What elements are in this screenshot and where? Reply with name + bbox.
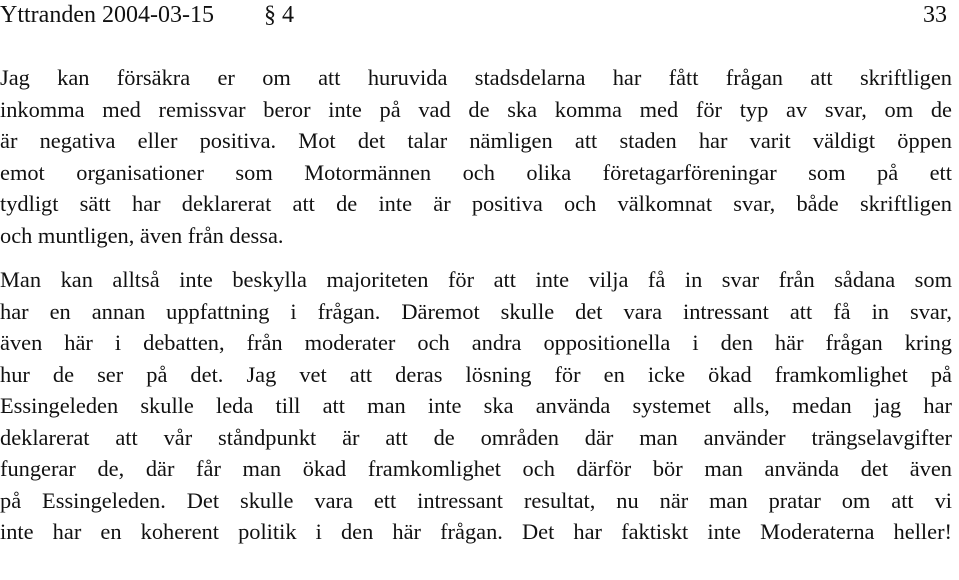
text-line: har en annan uppfattning i frågan. Däremot skulle det vara intressant att få in svar, <box>0 298 952 324</box>
text-line: Jag kan försäkra er om att huruvida stadsdelarna har fått frågan att skriftligen <box>0 65 952 90</box>
paragraph <box>0 62 952 251</box>
page-header <box>0 0 959 36</box>
text-line: tydligt sätt har deklarerat att de inte är positiva och välkomnat svar, både skriftligen <box>0 191 952 216</box>
text-line: Man kan alltså inte beskylla majoriteten för att inte vilja få in svar från sådana som <box>0 267 952 292</box>
text-line: även här i debatten, från moderater och andra oppositionella i den här frågan kring <box>0 330 952 355</box>
header-date: Yttranden 2004-03-15 <box>0 2 214 28</box>
text-line: deklarerat att vår ståndpunkt är att de områden där man använder trängselavgifter <box>0 424 952 450</box>
text-line: fungerar de, där får man ökad framkomlighet och därför bör man använda det även <box>0 456 952 481</box>
text-line: hur de ser på det. Jag vet att deras lösning för en icke ökad framkomlighet på <box>0 361 952 387</box>
text-line: är negativa eller positiva. Mot det talar nämligen att staden har varit väldigt öppen <box>0 128 952 153</box>
text-line: och muntligen, även från dessa. <box>0 222 284 248</box>
document-body <box>0 62 952 548</box>
paragraph <box>0 264 952 548</box>
header-section: § 4 <box>264 2 294 28</box>
text-line: på Essingeleden. Det skulle vara ett intressant resultat, nu när man pratar om att vi <box>0 487 952 513</box>
header-page-number: 33 <box>923 2 947 28</box>
text-line: inte har en koherent politik i den här frågan. Det har faktiskt inte Moderaterna heller! <box>0 519 952 544</box>
text-line: Essingeleden skulle leda till att man inte ska använda systemet alls, medan jag har <box>0 393 952 418</box>
text-line: emot organisationer som Motormännen och olika företagarföreningar som på ett <box>0 159 952 185</box>
text-line: inkomma med remissvar beror inte på vad de ska komma med för typ av svar, om de <box>0 96 952 122</box>
